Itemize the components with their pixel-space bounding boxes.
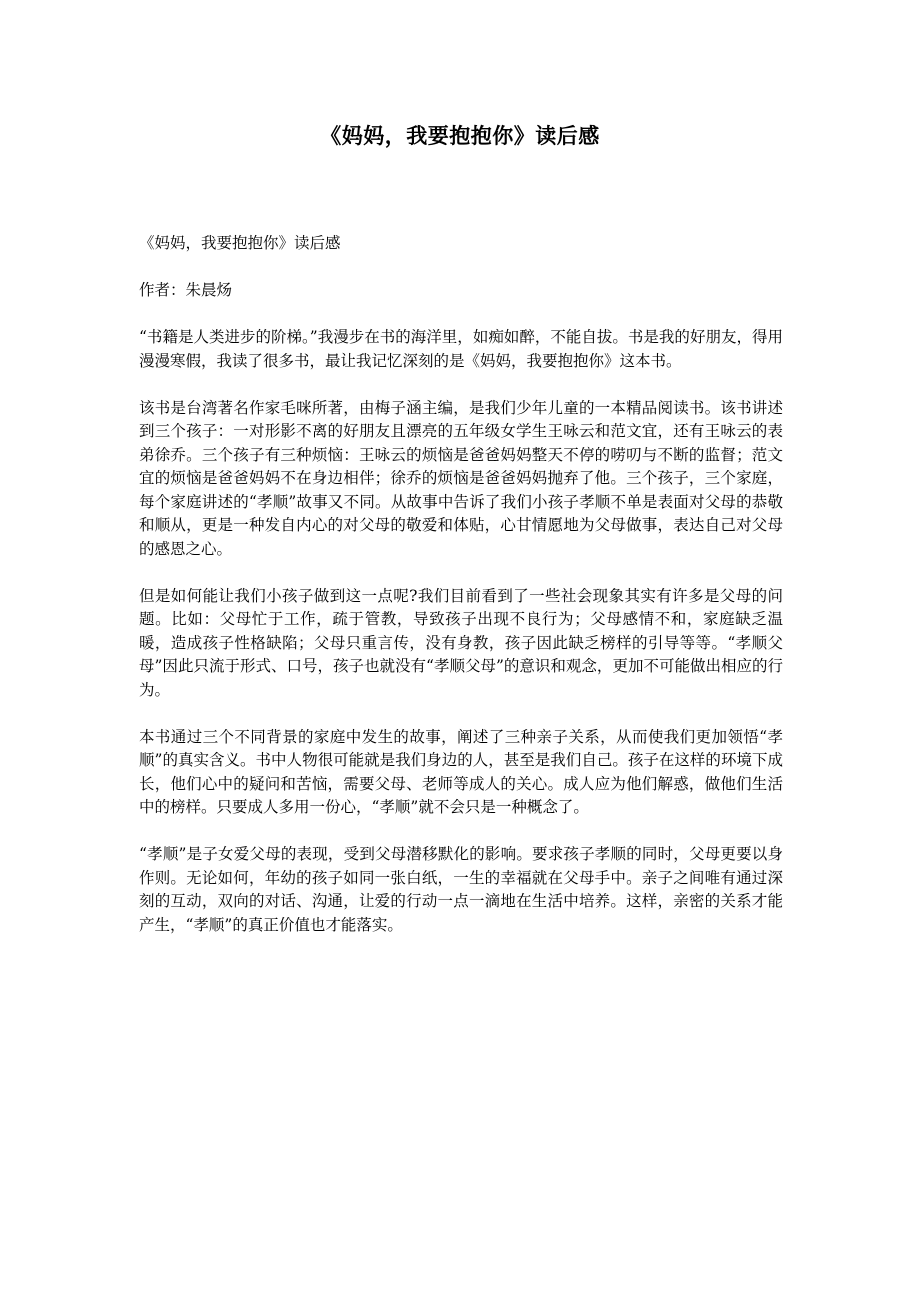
author-line: 作者：朱晨炀 bbox=[139, 281, 233, 299]
paragraph-4: 本书通过三个不同背景的家庭中发生的故事，阐述了三种亲子关系，从而使我们更加领悟“孝顺”的真实含义。书中人物很可能就是我们身边的人，甚至是我们自己。孩子在这样的环境下成长，他们心中的疑问和苦恼，需要父母、老师等成人的关心。成人应为他们解惑，做他们生活中的榜样。只要成人多用一份心，“孝顺”就不会只是一种概念了。 bbox=[139, 727, 783, 816]
paragraph-3: 但是如何能让我们小孩子做到这一点呢?我们目前看到了一些社会现象其实有许多是父母的问题。比如：父母忙于工作，疏于管教，导致孩子出现不良行为；父母感情不和，家庭缺乏温暖，造成孩子性格缺陷；父母只重言传，没有身教，孩子因此缺乏榜样的引导等等。“孝顺父母”因此只流于形式、口号，孩子也就没有“孝顺父母”的意识和观念，更加不可能做出相应的行为。 bbox=[139, 586, 783, 699]
paragraph-2: 该书是台湾著名作家毛咪所著，由梅子涵主编，是我们少年儿童的一本精品阅读书。该书讲述到三个孩子：一对形影不离的好朋友且漂亮的五年级女学生王咏云和范文宜，还有王咏云的表弟徐乔。三个孩子有三种烦恼：王咏云的烦恼是爸爸妈妈整天不停的唠叨与不断的监督；范文宜的烦恼是爸爸妈妈不在身边相伴；徐乔的烦恼是爸爸妈妈抛弃了他。三个孩子，三个家庭，每个家庭讲述的“孝顺”故事又不同。从故事中告诉了我们小孩子孝顺不单是表面对父母的恭敬和顺从，更是一种发自内心的对父母的敬爱和体贴，心甘情愿地为父母做事，表达自己对父母的感恩之心。 bbox=[139, 398, 783, 558]
body-subtitle: 《妈妈，我要抱抱你》读后感 bbox=[139, 234, 341, 252]
paragraph-5: “孝顺”是子女爱父母的表现，受到父母潜移默化的影响。要求孩子孝顺的同时，父母更要以身作则。无论如何，年幼的孩子如同一张白纸，一生的幸福就在父母手中。亲子之间唯有通过深刻的互动，双向的对话、沟通，让爱的行动一点一滴地在生活中培养。这样，亲密的关系才能产生，“孝顺”的真正价值也才能落实。 bbox=[139, 845, 783, 934]
paragraph-1: “书籍是人类进步的阶梯。”我漫步在书的海洋里，如痴如醉，不能自拔。书是我的好朋友，得用漫漫寒假，我读了很多书，最让我记忆深刻的是《妈妈，我要抱抱你》这本书。 bbox=[139, 328, 783, 370]
document-title: 《妈妈，我要抱抱你》读后感 bbox=[320, 124, 600, 148]
document-body bbox=[139, 232, 783, 961]
